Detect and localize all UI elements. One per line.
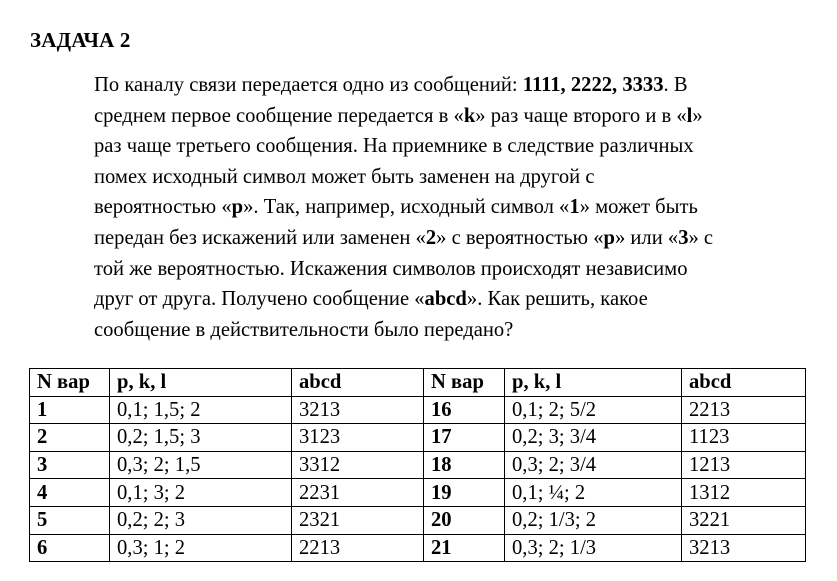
variant-message: 3221: [682, 506, 806, 534]
problem-text: » с вероятностью «: [436, 226, 604, 249]
variant-number: 18: [424, 451, 505, 479]
problem-emphasis: p: [231, 196, 244, 219]
table-row: [30, 534, 806, 562]
header-parameters: p, k, l: [110, 369, 292, 397]
problem-emphasis: 1111, 2222, 3333: [522, 74, 664, 96]
problem-statement: [94, 70, 814, 345]
task-title: ЗАДАЧА 2: [30, 28, 131, 52]
problem-emphasis: 3: [678, 226, 689, 249]
variant-number: 4: [30, 479, 110, 507]
header-received-message-2: abcd: [682, 369, 806, 397]
problem-text: раз чаще третьего сообщения. На приемнике в следствие различных: [94, 135, 694, 158]
variant-number: 3: [30, 451, 110, 479]
table-row: [30, 424, 806, 452]
problem-text: » или «: [614, 226, 679, 249]
header-parameters-2: p, k, l: [505, 369, 682, 397]
variant-params: 0,1; 3; 2: [110, 479, 292, 507]
variant-params: 0,2; 3; 3/4: [505, 424, 682, 452]
header-variant-number-2: N вар: [424, 369, 505, 397]
variant-params: 0,1; 1,5; 2: [110, 396, 292, 424]
variant-message: 3213: [682, 534, 806, 562]
variant-number: 19: [424, 479, 505, 507]
variant-message: 3213: [292, 396, 424, 424]
problem-line: [94, 315, 814, 346]
variant-params: 0,3; 1; 2: [110, 534, 292, 562]
variant-number: 20: [424, 506, 505, 534]
variant-params: 0,2; 1,5; 3: [110, 424, 292, 452]
variant-number: 5: [30, 506, 110, 534]
variant-params: 0,1; 2; 5/2: [505, 396, 682, 424]
variant-number: 17: [424, 424, 505, 452]
problem-line: [94, 223, 814, 254]
table-row: [30, 396, 806, 424]
problem-line: [94, 131, 814, 162]
problem-line: [94, 70, 814, 101]
problem-emphasis: 1: [569, 196, 580, 219]
table-header-row: [30, 369, 806, 397]
variant-params: 0,2; 2; 3: [110, 506, 292, 534]
variant-message: 1213: [682, 451, 806, 479]
problem-text: друг от друга. Получено сообщение «: [94, 288, 425, 311]
variant-number: 6: [30, 534, 110, 562]
problem-text: ». Как решить, какое: [466, 288, 648, 311]
variant-params: 0,3; 2; 1/3: [505, 534, 682, 562]
problem-text: » может быть: [579, 196, 698, 219]
variant-params: 0,1; ¼; 2: [505, 479, 682, 507]
variant-params: 0,3; 2; 1,5: [110, 451, 292, 479]
problem-text: помех исходный символ может быть заменен на другой с: [94, 165, 595, 188]
variant-message: 2231: [292, 479, 424, 507]
problem-text: ». Так, например, исходный символ «: [243, 196, 570, 219]
problem-line: [94, 192, 814, 223]
variants-table: [29, 368, 806, 562]
variant-params: 0,2; 1/3; 2: [505, 506, 682, 534]
problem-emphasis: k: [463, 104, 476, 127]
header-received-message: abcd: [292, 369, 424, 397]
problem-text: . В: [663, 74, 688, 96]
problem-text: вероятностью «: [94, 196, 232, 219]
variant-message: 3123: [292, 424, 424, 452]
variant-message: 2321: [292, 506, 424, 534]
problem-text: » раз чаще второго и в «: [475, 104, 687, 127]
table-row: [30, 479, 806, 507]
problem-text: сообщение в действительности было передано?: [94, 318, 514, 341]
problem-text: передан без искажений или заменен «: [94, 226, 426, 249]
table-row: [30, 506, 806, 534]
problem-text: По каналу связи передается одно из сообщений:: [94, 74, 523, 96]
problem-text: » с: [688, 226, 714, 249]
header-variant-number: N вар: [30, 369, 110, 397]
variant-message: 3312: [292, 451, 424, 479]
problem-line: [94, 284, 814, 315]
variant-number: 21: [424, 534, 505, 562]
problem-line: [94, 254, 814, 285]
problem-emphasis: abcd: [424, 288, 467, 311]
variant-number: 2: [30, 424, 110, 452]
table-row: [30, 451, 806, 479]
problem-line: [94, 101, 814, 132]
problem-emphasis: 2: [425, 226, 437, 249]
problem-line: [94, 162, 814, 193]
variant-number: 16: [424, 396, 505, 424]
variant-message: 2213: [682, 396, 806, 424]
variant-message: 2213: [292, 534, 424, 562]
variant-message: 1312: [682, 479, 806, 507]
problem-text: »: [692, 104, 703, 127]
variant-number: 1: [30, 396, 110, 424]
problem-text: той же вероятностью. Искажения символов происходят независимо: [94, 257, 688, 280]
variant-params: 0,3; 2; 3/4: [505, 451, 682, 479]
problem-emphasis: l: [686, 104, 693, 127]
variant-message: 1123: [682, 424, 806, 452]
problem-text: среднем первое сообщение передается в «: [94, 104, 464, 127]
problem-emphasis: p: [603, 226, 615, 249]
